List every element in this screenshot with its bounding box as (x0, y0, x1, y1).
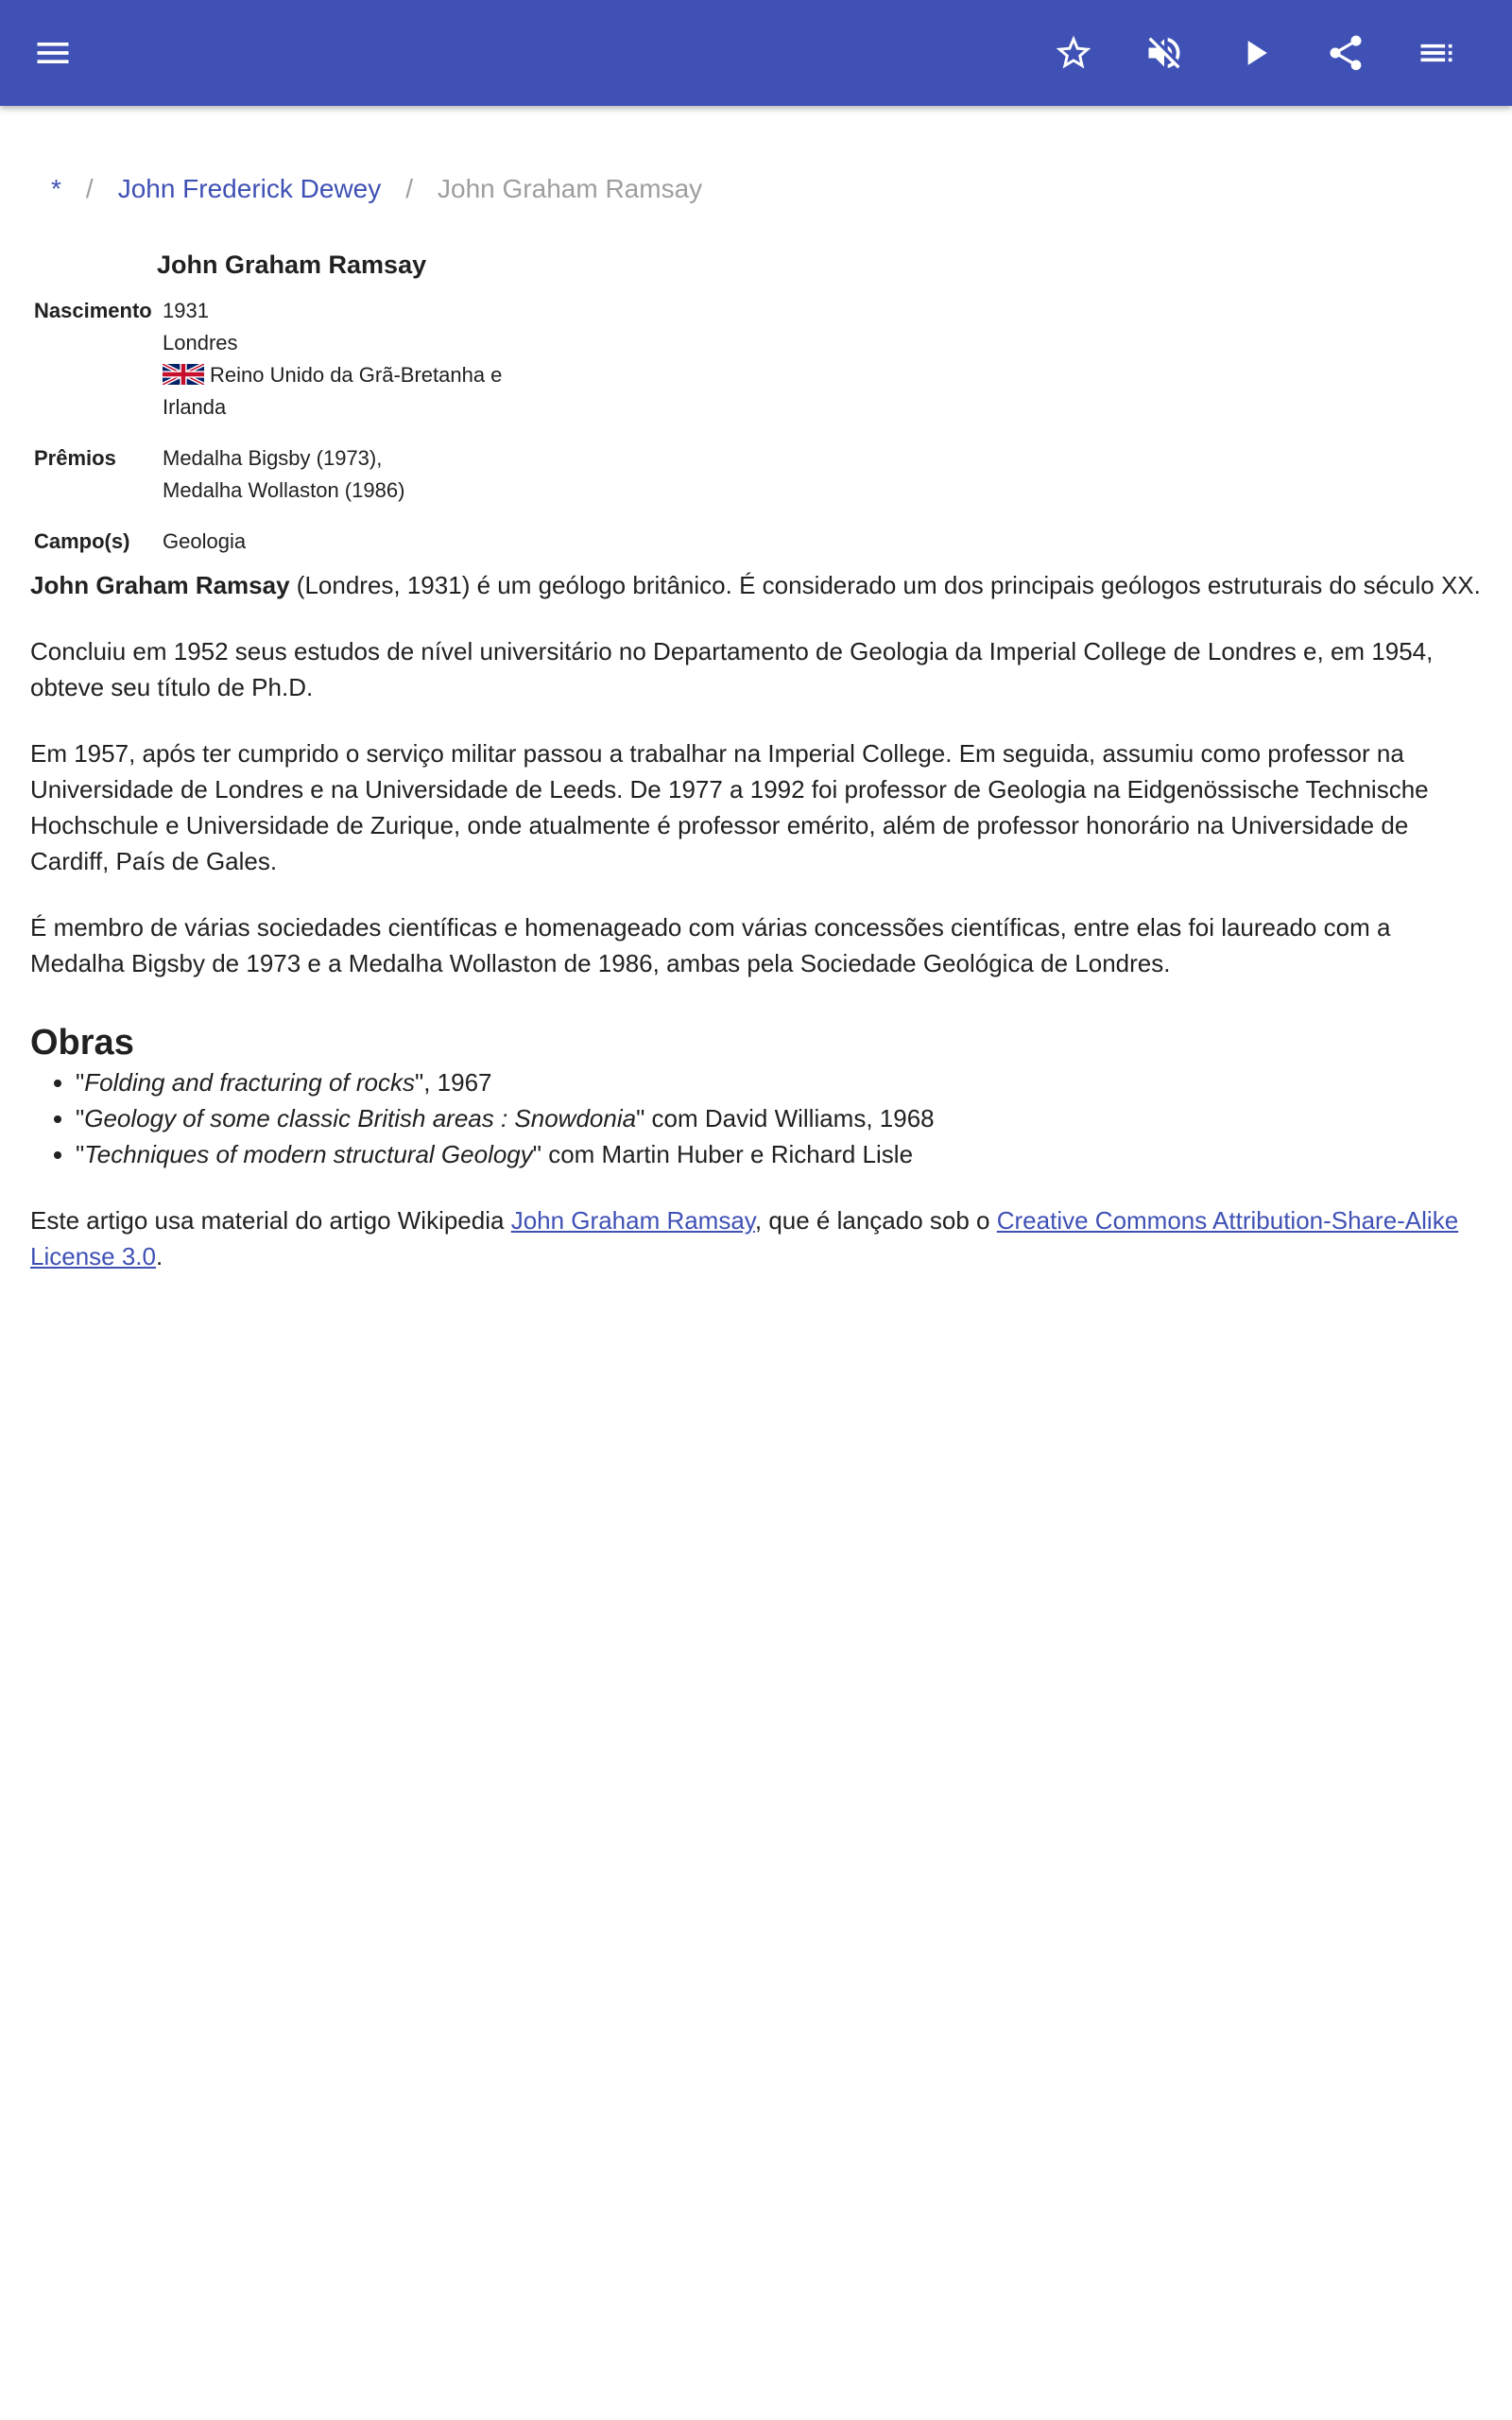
breadcrumb-separator: / (85, 174, 94, 203)
footer-text: . (155, 1242, 163, 1270)
article-paragraph: É membro de várias sociedades científicas e homenageado com várias concessões científicas, entre elas foi laureado com a Medalha Bigsby de 1973 e a Medalha Wollaston de 1986, ambas pela Sociedade Geológica de Londres. (30, 913, 1391, 977)
footer-text: , que é lançado sob o (754, 1206, 997, 1235)
infobox-value: Geologia (163, 529, 247, 553)
table-of-contents-button[interactable] (1406, 23, 1467, 83)
share-button[interactable] (1315, 23, 1376, 83)
birth-country (163, 359, 541, 424)
work-title: Folding and fracturing of rocks (84, 1068, 415, 1097)
article-paragraph: Concluiu em 1952 seus estudos de nível universitário no Departamento de Geologia da Imperial College de Londres e, em 1954, obteve seu título de Ph.D. (30, 637, 1434, 701)
work-details: ", 1967 (414, 1068, 492, 1097)
mute-button[interactable] (1134, 23, 1194, 83)
birth-year: 1931 (163, 299, 209, 322)
article-paragraph: Em 1957, após ter cumprido o serviço militar passou a trabalhar na Imperial College. Em seguida, assumiu como professor na Universidade de Londres e na Universidade de Leeds. De 1977 a 1992 foi professor de Geologia na Eidgenössische Technische Hochschule e Universidade de Zurique, onde atualmente é professor emérito, além de professor honorário na Universidade de Cardiff, País de Gales. (30, 739, 1429, 875)
list-item (76, 1064, 1486, 1100)
award-item: Medalha Wollaston (1986) (163, 478, 405, 502)
infobox-value (163, 295, 541, 424)
source-article-link[interactable]: John Graham Ramsay (510, 1206, 755, 1235)
paragraph-text: (Londres, 1931) é um geólogo britânico. É considerado um dos principais geólogos estruturais do século XX. (289, 571, 1481, 599)
share-icon (1325, 32, 1366, 74)
breadcrumb (51, 168, 702, 210)
work-details: " com David Williams, 1968 (636, 1104, 935, 1132)
quote-mark: " (76, 1068, 85, 1097)
work-title: Techniques of modern structural Geology (84, 1140, 533, 1168)
license-link[interactable]: Creative Commons Attribution-Share-Alike License 3.0 (30, 1206, 1459, 1270)
footer-text: Este artigo usa material do artigo Wikipedia (30, 1206, 511, 1235)
list-item (76, 1100, 1486, 1136)
infobox-label: Nascimento (34, 299, 152, 322)
infobox-label: Prêmios (34, 446, 116, 470)
article-body (30, 567, 1486, 1305)
birth-place: Londres (163, 331, 238, 354)
volume-off-icon (1143, 32, 1185, 74)
play-button[interactable] (1225, 23, 1285, 83)
star-outline-icon (1053, 32, 1094, 74)
article-paragraph (30, 567, 1486, 603)
uk-flag-icon (163, 364, 204, 385)
work-title: Geology of some classic British areas : Snowdonia (84, 1104, 637, 1132)
article-subject-name: John Graham Ramsay (30, 571, 290, 599)
menu-icon (32, 32, 74, 74)
play-icon (1234, 32, 1276, 74)
section-heading-works: Obras (30, 1023, 134, 1063)
birth-country-text: Reino Unido da Grã-Bretanha e Irlanda (163, 363, 503, 419)
infobox-value (163, 442, 541, 507)
quote-mark: " (76, 1104, 85, 1132)
work-details: " com Martin Huber e Richard Lisle (532, 1140, 914, 1168)
infobox-title: John Graham Ramsay (157, 251, 427, 279)
breadcrumb-home-link[interactable]: * (51, 174, 61, 203)
breadcrumb-separator: / (405, 174, 414, 203)
breadcrumb-current: John Graham Ramsay (438, 174, 703, 203)
favorite-button[interactable] (1043, 23, 1104, 83)
license-footer (30, 1202, 1486, 1274)
menu-button[interactable] (23, 23, 83, 83)
works-list (76, 1064, 1486, 1172)
quote-mark: " (76, 1140, 85, 1168)
award-item: Medalha Bigsby (1973), (163, 446, 383, 470)
infobox-label: Campo(s) (34, 529, 130, 553)
list-item (76, 1136, 1486, 1172)
app-bar (0, 0, 1512, 106)
breadcrumb-parent-link[interactable]: John Frederick Dewey (117, 174, 382, 203)
playlist-icon (1416, 32, 1457, 74)
